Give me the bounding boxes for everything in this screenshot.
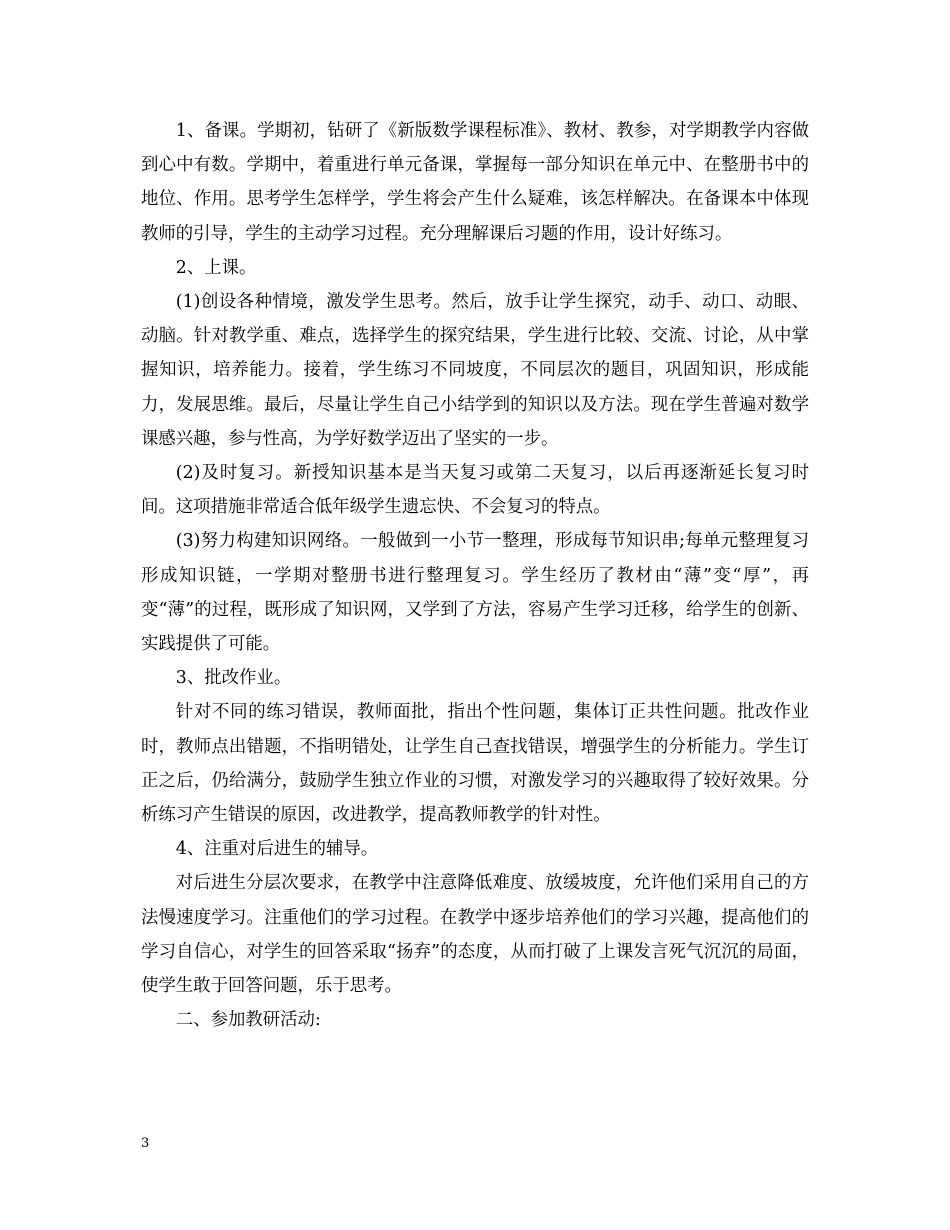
paragraph-heading-tutoring: 4、注重对后进生的辅导。 <box>175 839 379 860</box>
document-body <box>141 114 809 1037</box>
paragraph-tutoring: 对后进生分层次要求，在教学中注意降低难度、放缓坡度，允许他们采用自己的方法慢速度学习。注重他们的学习过程。在教学中逐步培养他们的学习兴趣，提高他们的学习自信心，对学生的回答采取“扬弃”的态度，从而打破了上课发言死气沉沉的局面，使学生敢于回答问题，乐于思考。 <box>141 873 809 997</box>
page-number: 3 <box>141 1136 150 1151</box>
paragraph-timely-review: (2)及时复习。新授知识基本是当天复习或第二天复习，以后再逐渐延长复习时间。这项措施非常适合低年级学生遗忘快、不会复习的特点。 <box>141 463 809 518</box>
paragraph-heading-class: 2、上课。 <box>175 257 257 278</box>
paragraph-homework-correction: 针对不同的练习错误，教师面批，指出个性问题，集体订正共性问题。批改作业时，教师点出错题，不指明错处，让学生自己查找错误，增强学生的分析能力。学生订正之后，仍给满分，鼓励学生独立作业的习惯，对激发学习的兴趣取得了较好效果。分析练习产生错误的原因，改进教学，提高教师教学的针对性。 <box>141 702 809 826</box>
paragraph-heading-research: 二、参加教研活动: <box>175 1010 321 1031</box>
paragraph-lesson-preparation: 1、备课。学期初，钻研了《新版数学课程标准》、教材、教参，对学期教学内容做到心中有数。学期中，着重进行单元备课，掌握每一部分知识在单元中、在整册书中的地位、作用。思考学生怎样学，学生将会产生什么疑难，该怎样解决。在备课本中体现教师的引导，学生的主动学习过程。充分理解课后习题的作用，设计好练习。 <box>141 121 809 244</box>
paragraph-knowledge-network: (3)努力构建知识网络。一般做到一小节一整理，形成每节知识串;每单元整理复习形成知识链，一学期对整册书进行整理复习。学生经历了教材由“薄”变“厚”，再变“薄”的过程，既形成了知识网，又学到了方法，容易产生学习迁移，给学生的创新、实践提供了可能。 <box>141 531 809 655</box>
paragraph-heading-homework: 3、批改作业。 <box>175 668 292 689</box>
paragraph-situations: (1)创设各种情境，激发学生思考。然后，放手让学生探究，动手、动口、动眼、动脑。针对教学重、难点，选择学生的探究结果，学生进行比较、交流、讨论，从中掌握知识，培养能力。接着，学生练习不同坡度，不同层次的题目，巩固知识，形成能力，发展思维。最后，尽量让学生自己小结学到的知识以及方法。现在学生普遍对数学课感兴趣，参与性高，为学好数学迈出了坚实的一步。 <box>141 292 809 449</box>
